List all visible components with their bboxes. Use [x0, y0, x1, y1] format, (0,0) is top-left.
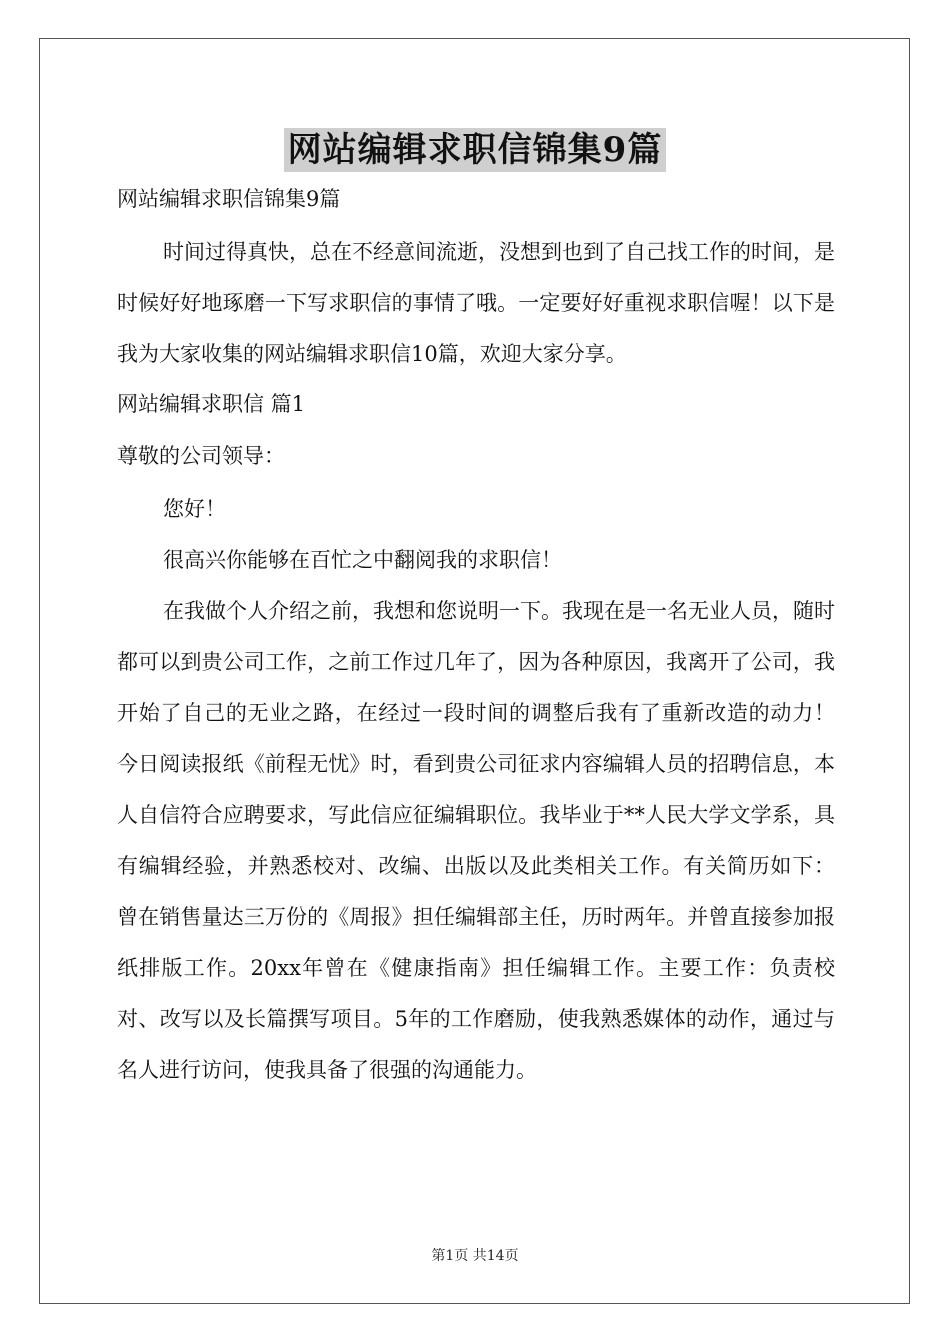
intro-paragraph: 时间过得真快，总在不经意间流逝，没想到也到了自己找工作的时间，是时候好好地琢磨一下写求职信的事情了哦。一定要好好重视求职信喔！以下是我为大家收集的网站编辑求职信10篇，欢迎大家分享。 — [117, 240, 835, 366]
salutation: 尊敬的公司领导： — [117, 444, 285, 468]
letter-paragraph-1: 很高兴你能够在百忙之中翻阅我的求职信！ — [163, 548, 562, 572]
section-heading: 网站编辑求职信 篇1 — [117, 392, 306, 416]
greeting: 您好！ — [163, 497, 226, 521]
document-subtitle: 网站编辑求职信锦集9篇 — [117, 187, 341, 211]
document-title: 网站编辑求职信锦集9篇 — [284, 128, 667, 172]
document-body — [117, 175, 835, 1096]
letter-paragraph-2: 在我做个人介绍之前，我想和您说明一下。我现在是一名无业人员，随时都可以到贵公司工作，之前工作过几年了，因为各种原因，我离开了公司，我开始了自己的无业之路，在经过一段时间的调整后我有了重新改造的动力！ 今日阅读报纸《前程无忧》时，看到贵公司征求内容编辑人员的招聘信息，本人自信符合应聘要求，写此信应征编辑职位。我毕业于**人民大学文学系，具有编辑经验，并熟悉校对、改编、出版以及此类相关工作。有关简历如下： 曾在销售量达三万份的《周报》担任编辑部主任，历时两年。并曾直接参加报纸排版工作。20xx年曾在《健康指南》担任编辑工作。主要工作：负责校对、改写以及长篇撰写项目。5年的工作磨励，使我熟悉媒体的动作，通过与名人进行访问，使我具备了很强的沟通能力。 — [117, 599, 835, 1082]
page-footer: 第1页 共14页 — [431, 1248, 519, 1264]
document-title-block — [0, 128, 950, 172]
